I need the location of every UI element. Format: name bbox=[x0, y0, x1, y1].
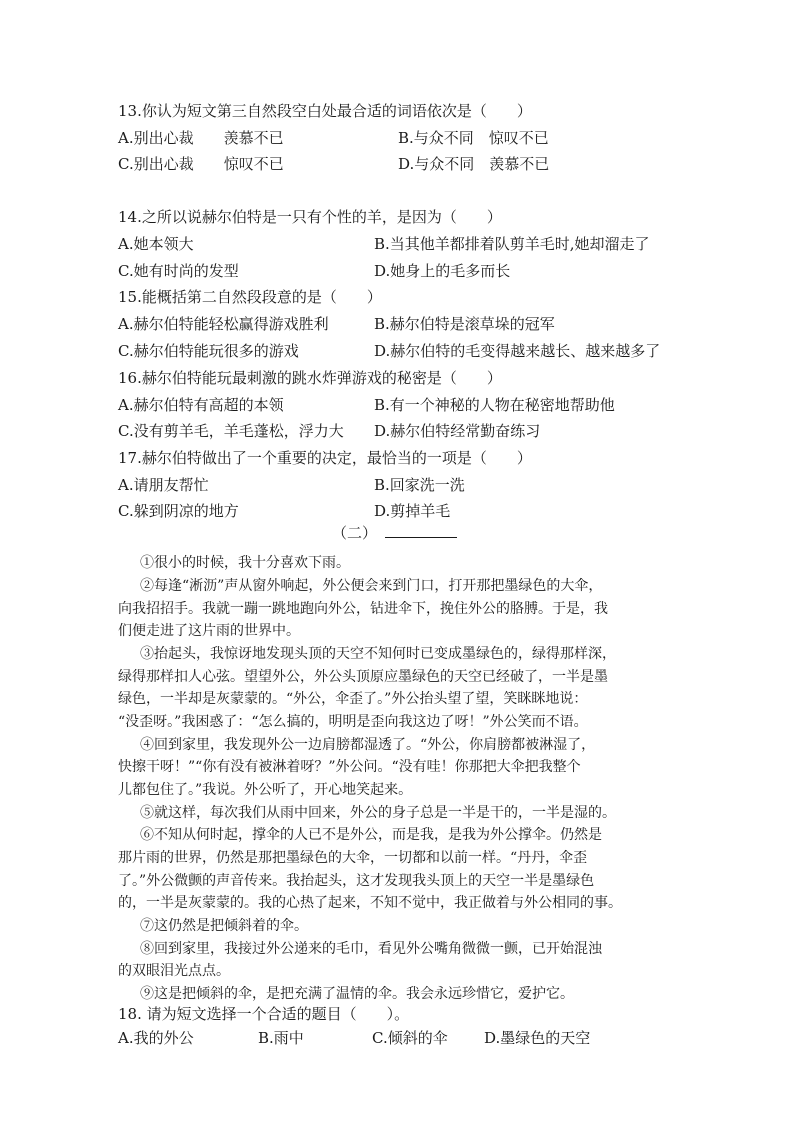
question-13-option-c: C.别出心裁 惊叹不已 bbox=[118, 155, 284, 173]
question-18-option-d: D.墨绿色的天空 bbox=[484, 1029, 591, 1047]
question-17-option-c: C.躲到阴凉的地方 bbox=[118, 502, 239, 520]
question-16-option-c: C.没有剪羊毛，羊毛蓬松，浮力大 bbox=[118, 422, 344, 440]
question-16-option-b: B.有一个神秘的人物在秘密地帮助他 bbox=[374, 396, 615, 414]
question-15-option-d: D.赫尔伯特的毛变得越来越长、越来越多了 bbox=[374, 342, 661, 360]
question-16-option-d: D.赫尔伯特经常勤奋练习 bbox=[374, 422, 541, 440]
question-15-option-a: A.赫尔伯特能轻松赢得游戏胜利 bbox=[118, 315, 329, 333]
passage-line: ⑧回到家里，我接过外公递来的毛巾，看见外公嘴角微微一颤，已开始混浊 bbox=[140, 941, 602, 957]
question-13-option-b: B.与众不同 惊叹不已 bbox=[398, 129, 549, 147]
question-18-option-b: B.雨中 bbox=[258, 1029, 304, 1047]
passage-line: 向我招招手。我就一蹦一跳地跑向外公，钻进伞下，挽住外公的胳膊。于是，我 bbox=[118, 601, 608, 617]
passage-line: 的，一半是灰蒙蒙的。我的心热了起来，不知不觉中，我正做着与外公相同的事。 bbox=[118, 895, 622, 911]
question-17-option-a: A.请朋友帮忙 bbox=[118, 476, 209, 494]
passage-line: ④回到家里，我发现外公一边肩膀都湿透了。“外公，你肩膀都被淋湿了， bbox=[140, 737, 596, 753]
question-14-stem: 14.之所以说赫尔伯特是一只有个性的羊，是因为（ ） bbox=[118, 208, 502, 226]
passage-line: 儿都包住了。”我说。外公听了，开心地笑起来。 bbox=[118, 782, 413, 798]
question-14-option-b: B.当其他羊都排着队剪羊毛时,她却溜走了 bbox=[374, 235, 650, 253]
section-heading bbox=[332, 523, 457, 543]
question-17-stem: 17.赫尔伯特做出了一个重要的决定，最恰当的一项是（ ） bbox=[118, 449, 532, 467]
passage-line: ⑨这是把倾斜的伞，是把充满了温情的伞。我会永远珍惜它，爱护它。 bbox=[140, 986, 574, 1002]
passage-line: 的双眼泪光点点。 bbox=[118, 963, 230, 979]
question-15-stem: 15.能概括第二自然段段意的是（ ） bbox=[118, 288, 382, 306]
passage-line: ①很小的时候，我十分喜欢下雨。 bbox=[140, 555, 350, 571]
question-18-option-a: A.我的外公 bbox=[118, 1029, 194, 1047]
section-label: （二） bbox=[332, 524, 378, 542]
passage-line: ②每逢“淅沥”声从窗外响起，外公便会来到门口，打开那把墨绿色的大伞， bbox=[140, 578, 603, 594]
title-blank-line bbox=[385, 523, 457, 538]
question-15-option-c: C.赫尔伯特能玩很多的游戏 bbox=[118, 342, 299, 360]
question-14-option-a: A.她本领大 bbox=[118, 235, 194, 253]
question-15-option-b: B.赫尔伯特是滚草垛的冠军 bbox=[374, 315, 555, 333]
question-17-option-b: B.回家洗一洗 bbox=[374, 476, 465, 494]
question-13-stem: 13.你认为短文第三自然段空白处最合适的词语依次是（ ） bbox=[118, 102, 532, 120]
question-13-option-d: D.与众不同 羡慕不已 bbox=[398, 155, 550, 173]
question-14-option-c: C.她有时尚的发型 bbox=[118, 262, 239, 280]
question-18-stem: 18. 请为短文选择一个合适的题目（ ）。 bbox=[118, 1005, 410, 1023]
passage-line: ⑥不知从何时起，撑伞的人已不是外公，而是我，是我为外公撑伞。仍然是 bbox=[140, 827, 602, 843]
passage-line: 了。”外公微颤的声音传来。我抬起头，这才发现我头顶上的天空一半是墨绿色 bbox=[118, 873, 595, 889]
question-16-option-a: A.赫尔伯特有高超的本领 bbox=[118, 396, 284, 414]
passage-line: 绿色，一半却是灰蒙蒙的。“外公，伞歪了。”外公抬头望了望，笑眯眯地说： bbox=[118, 691, 588, 707]
passage-line: ⑦这仍然是把倾斜着的伞。 bbox=[140, 918, 308, 934]
passage-line: 绿得那样扣人心弦。望望外公，外公头顶原应墨绿色的天空已经破了，一半是墨 bbox=[118, 669, 608, 685]
question-18-option-c: C.倾斜的伞 bbox=[372, 1029, 448, 1047]
passage-line: 那片雨的世界，仍然是那把墨绿色的大伞，一切都和以前一样。“丹丹，伞歪 bbox=[118, 850, 588, 866]
passage-line: ③抬起头，我惊讶地发现头顶的天空不知何时已变成墨绿色的，绿得那样深， bbox=[140, 646, 616, 662]
question-14-option-d: D.她身上的毛多而长 bbox=[374, 262, 511, 280]
passage-line: ⑤就这样，每次我们从雨中回来，外公的身子总是一半是干的，一半是湿的。 bbox=[140, 805, 616, 821]
question-16-stem: 16.赫尔伯特能玩最刺激的跳水炸弹游戏的秘密是（ ） bbox=[118, 369, 502, 387]
passage-line: 快擦干呀！”“你有没有被淋着呀？”外公问。“没有哇！你那把大伞把我整个 bbox=[118, 759, 581, 775]
question-17-option-d: D.剪掉羊毛 bbox=[374, 502, 451, 520]
passage-line: “没歪呀。”我困惑了：“怎么搞的，明明是歪向我这边了呀！”外公笑而不语。 bbox=[118, 714, 588, 730]
passage-line: 们便走进了这片雨的世界中。 bbox=[118, 623, 300, 639]
question-13-option-a: A.别出心裁 羡慕不已 bbox=[118, 129, 284, 147]
